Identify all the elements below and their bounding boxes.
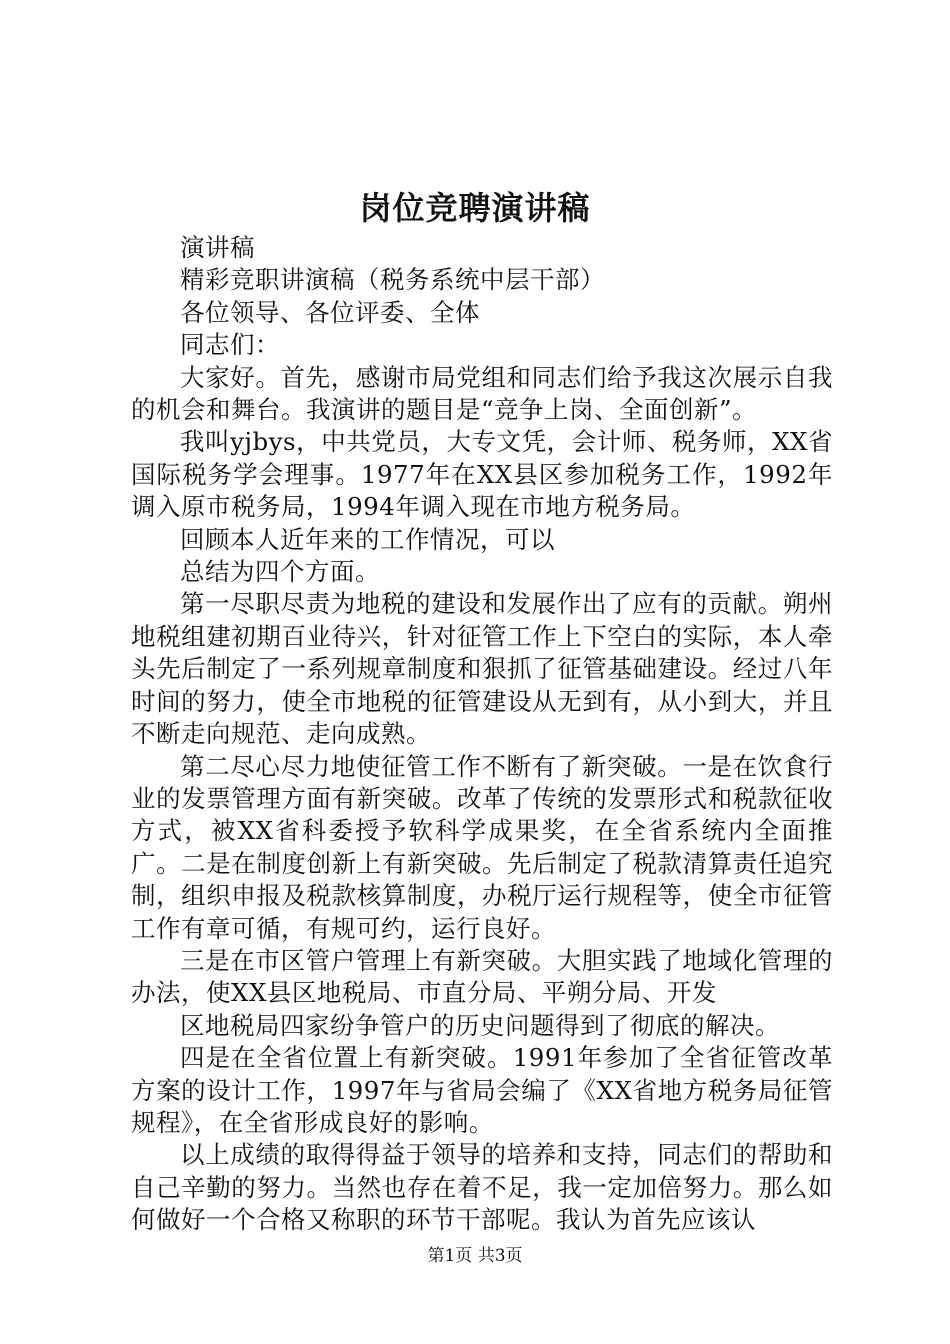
paragraph: 三是在市区管户管理上有新突破。大胆实践了地域化管理的办法，使XX县区地税局、市直分局、平朔分局、开发 (131, 945, 833, 1008)
paragraph: 第一尽职尽责为地税的建设和发展作出了应有的贡献。朔州地税组建初期百业待兴，针对征管工作上下空白的实际，本人牵头先后制定了一系列规章制度和狠抓了征管基础建设。经过八年时间的努力，使全市地税的征管建设从无到有，从小到大，并且不断走向规范、走向成熟。 (131, 589, 833, 749)
paragraph: 回顾本人近年来的工作情况，可以 (180, 524, 555, 554)
paragraph: 我叫yjbys，中共党员，大专文凭，会计师、税务师，XX省国际税务学会理事。1977年在XX县区参加税务工作，1992年调入原市税务局，1994年调入现在市地方税务局。 (131, 427, 833, 522)
document-body (131, 232, 833, 1237)
page-footer: 第1页 共3页 (427, 1246, 523, 1266)
paragraph: 各位领导、各位评委、全体 (180, 297, 480, 327)
paragraph: 四是在全省位置上有新突破。1991年参加了全省征管改革方案的设计工作，1997年与省局会编了《XX省地方税务局征管规程》，在全省形成良好的影响。 (131, 1043, 833, 1137)
document-title: 岗位竞聘演讲稿 (359, 189, 591, 227)
paragraph: 第二尽心尽力地使征管工作不断有了新突破。一是在饮食行业的发票管理方面有新突破。改革了传统的发票形式和税款征收方式，被XX省科委授予软科学成果奖，在全省系统内全面推广。二是在制度创新上有新突破。先后制定了税款清算责任追究制，组织申报及税款核算制度，办税厅运行规程等，使全市征管工作有章可循，有规可约，运行良好。 (131, 751, 833, 943)
paragraph: 区地税局四家纷争管户的历史问题得到了彻底的解决。 (180, 1010, 780, 1040)
paragraph: 大家好。首先，感谢市局党组和同志们给予我这次展示自我的机会和舞台。我演讲的题目是“竞争上岗、全面创新”。 (131, 362, 833, 425)
paragraph: 演讲稿 (180, 233, 255, 262)
paragraph: 总结为四个方面。 (180, 557, 380, 587)
paragraph: 以上成绩的取得得益于领导的培养和支持，同志们的帮助和自己辛勤的努力。当然也存在着不足，我一定加倍努力。那么如何做好一个合格又称职的环节干部呢。我认为首先应该认 (131, 1140, 833, 1235)
paragraph: 同志们： (180, 330, 280, 360)
paragraph: 精彩竞职讲演稿（税务系统中层干部） (180, 265, 605, 295)
